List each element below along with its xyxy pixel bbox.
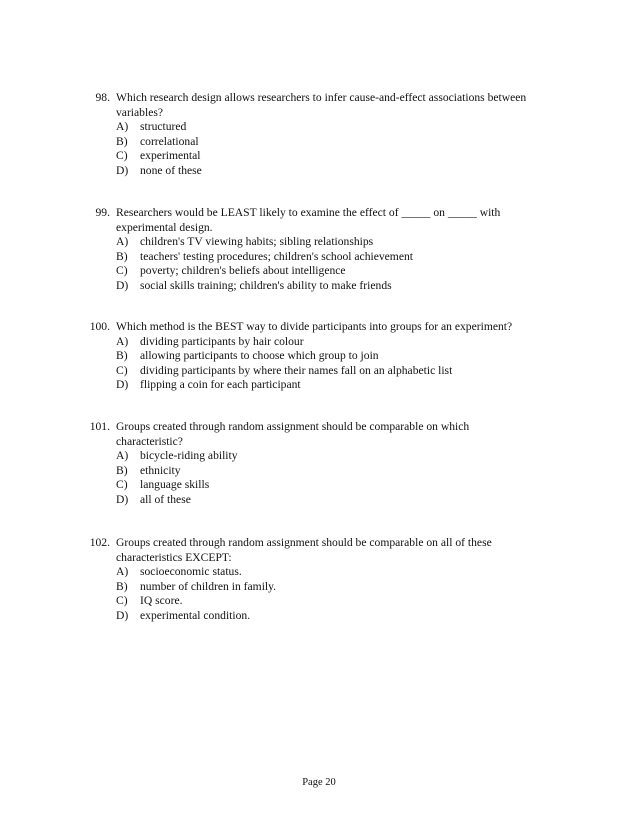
- question-text-line: experimental design.: [116, 220, 213, 234]
- option-text: experimental condition.: [140, 608, 251, 622]
- option-text: dividing participants by hair colour: [140, 334, 304, 348]
- answer-option-c: [116, 478, 586, 493]
- option-letter: A): [116, 235, 129, 249]
- question-text-line: Which method is the BEST way to divide participants into groups for an experiment?: [116, 320, 513, 333]
- question-body: [116, 91, 586, 179]
- question-number: 98.: [95, 91, 110, 104]
- option-letter: C): [116, 594, 128, 608]
- option-letter: A): [116, 334, 129, 348]
- answer-option-b: [116, 250, 586, 265]
- question-text-line: Groups created through random assignment should be comparable on all of these: [116, 536, 492, 549]
- answer-option-d: [116, 609, 586, 624]
- answer-option-d: [116, 164, 586, 179]
- option-text: flipping a coin for each participant: [140, 378, 301, 392]
- question-text-line: characteristic?: [116, 434, 183, 448]
- answer-option-b: [116, 580, 586, 595]
- option-text: language skills: [140, 478, 210, 492]
- option-text: bicycle-riding ability: [140, 449, 238, 463]
- question-number: 100.: [89, 320, 110, 333]
- option-text: number of children in family.: [140, 579, 277, 593]
- option-letter: C): [116, 264, 128, 278]
- option-text: IQ score.: [140, 594, 183, 608]
- question-body: [116, 206, 586, 294]
- answer-option-b: [116, 135, 586, 150]
- option-letter: C): [116, 478, 128, 492]
- answer-option-c: [116, 264, 586, 279]
- option-letter: A): [116, 449, 129, 463]
- answer-option-d: [116, 378, 586, 393]
- option-letter: B): [116, 579, 128, 593]
- option-letter: B): [116, 134, 128, 148]
- question-number: 102.: [89, 536, 110, 549]
- answer-option-a: [116, 335, 586, 350]
- option-text: ethnicity: [140, 463, 181, 477]
- answer-option-c: [116, 364, 586, 379]
- answer-option-a: [116, 120, 586, 135]
- option-letter: D): [116, 163, 129, 177]
- answer-option-a: [116, 449, 586, 464]
- question-text-line: characteristics EXCEPT:: [116, 550, 232, 564]
- question-body: [116, 320, 586, 393]
- answer-option-c: [116, 594, 586, 609]
- option-letter: D): [116, 278, 129, 292]
- question-number: 101.: [89, 420, 110, 433]
- answer-option-a: [116, 235, 586, 250]
- answer-option-d: [116, 493, 586, 508]
- answer-option-c: [116, 149, 586, 164]
- option-text: dividing participants by where their names fall on an alphabetic list: [140, 363, 453, 377]
- option-text: poverty; children's beliefs about intelligence: [140, 264, 346, 278]
- answer-option-d: [116, 279, 586, 294]
- option-letter: C): [116, 363, 128, 377]
- question-body: [116, 420, 586, 508]
- option-letter: A): [116, 120, 129, 134]
- option-text: none of these: [140, 163, 202, 177]
- answer-option-a: [116, 565, 586, 580]
- option-text: teachers' testing procedures; children's school achievement: [140, 249, 413, 263]
- option-text: all of these: [140, 492, 191, 506]
- question-body: [116, 536, 586, 624]
- option-text: correlational: [140, 134, 199, 148]
- option-letter: B): [116, 463, 128, 477]
- option-text: allowing participants to choose which group to join: [140, 349, 379, 363]
- answer-option-b: [116, 349, 586, 364]
- option-letter: A): [116, 565, 129, 579]
- question-text-line: variables?: [116, 105, 163, 119]
- option-text: experimental: [140, 149, 201, 163]
- question-number: 99.: [95, 206, 110, 219]
- option-letter: C): [116, 149, 128, 163]
- question-text-line: Which research design allows researchers to infer cause-and-effect associations between: [116, 91, 527, 104]
- option-text: structured: [140, 120, 187, 134]
- question-text-line: Groups created through random assignment should be comparable on which: [116, 420, 470, 433]
- option-letter: D): [116, 608, 129, 622]
- answer-option-b: [116, 464, 586, 479]
- page-number: Page 20: [302, 777, 336, 788]
- option-text: social skills training; children's ability to make friends: [140, 278, 392, 292]
- option-letter: D): [116, 378, 129, 392]
- question-text-line: Researchers would be LEAST likely to examine the effect of _____ on _____ with: [116, 206, 501, 219]
- option-text: children's TV viewing habits; sibling relationships: [140, 235, 374, 249]
- option-letter: B): [116, 349, 128, 363]
- option-text: socioeconomic status.: [140, 565, 242, 579]
- option-letter: B): [116, 249, 128, 263]
- option-letter: D): [116, 492, 129, 506]
